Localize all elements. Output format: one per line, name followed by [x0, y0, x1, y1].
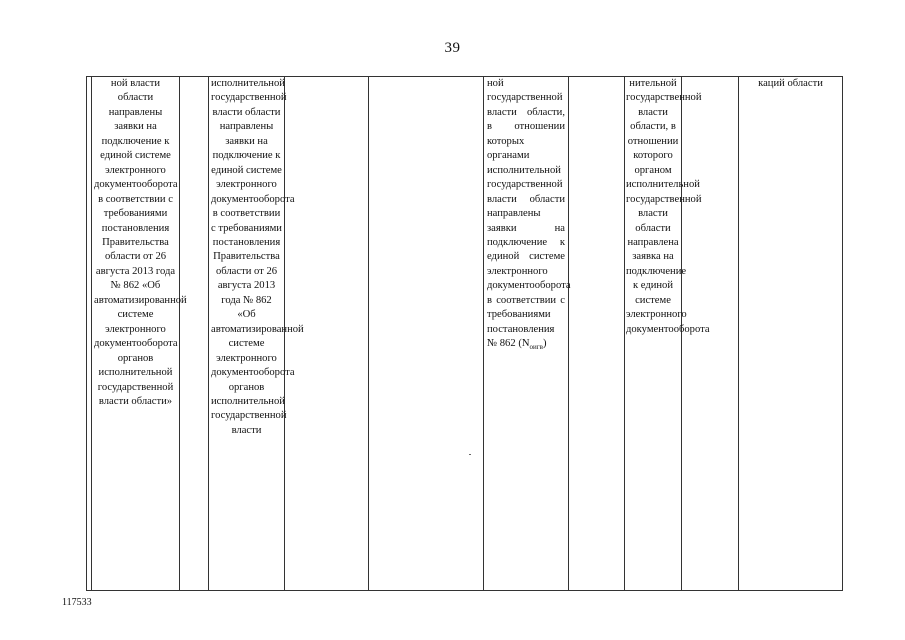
page-number: 39 [444, 40, 461, 56]
scan-speck [469, 454, 471, 455]
table-cell-9: нительной государственной власти области, в отношении которого органом исполнительной государственной власти области направлена заявка на подключение к единой системе электронного документооборота [625, 77, 682, 591]
table-cell-4: исполнительной государственной власти области направлены заявки на подключение к единой системе электронного документооборота в соответствии с требованиями постановления Правительства области от 26 августа 2013 года № 862 «Об автоматизированной системе электронного документооборота органов исполнительной государственной власти [209, 77, 285, 591]
table-cell-8 [569, 77, 625, 591]
table-row [87, 77, 843, 591]
ongv-variable: $(N_{оигв})$ [518, 338, 547, 352]
table-cell-11: каций области [739, 77, 843, 591]
table-cell-3 [180, 77, 209, 591]
document-table [86, 76, 843, 591]
footer-code: 117533 [62, 597, 92, 608]
table-cell-2: ной власти области направлены заявки на подключение к единой системе электронного документооборота в соответствии с требованиями постановления Правительства области от 26 августа 2013 года № 862 «Об автоматизированной системе электронного документооборота органов исполнительной государственной власти области» [92, 77, 180, 591]
table-cell-6 [369, 77, 484, 591]
table-cell-7: ной государственной власти области, в отношении которых органами исполнительной государственной власти области направлены заявки на подключение к единой системе электронного документооборота в соответствии с требованиями постановления № 862 $(N_{оигв})$ [484, 77, 569, 591]
